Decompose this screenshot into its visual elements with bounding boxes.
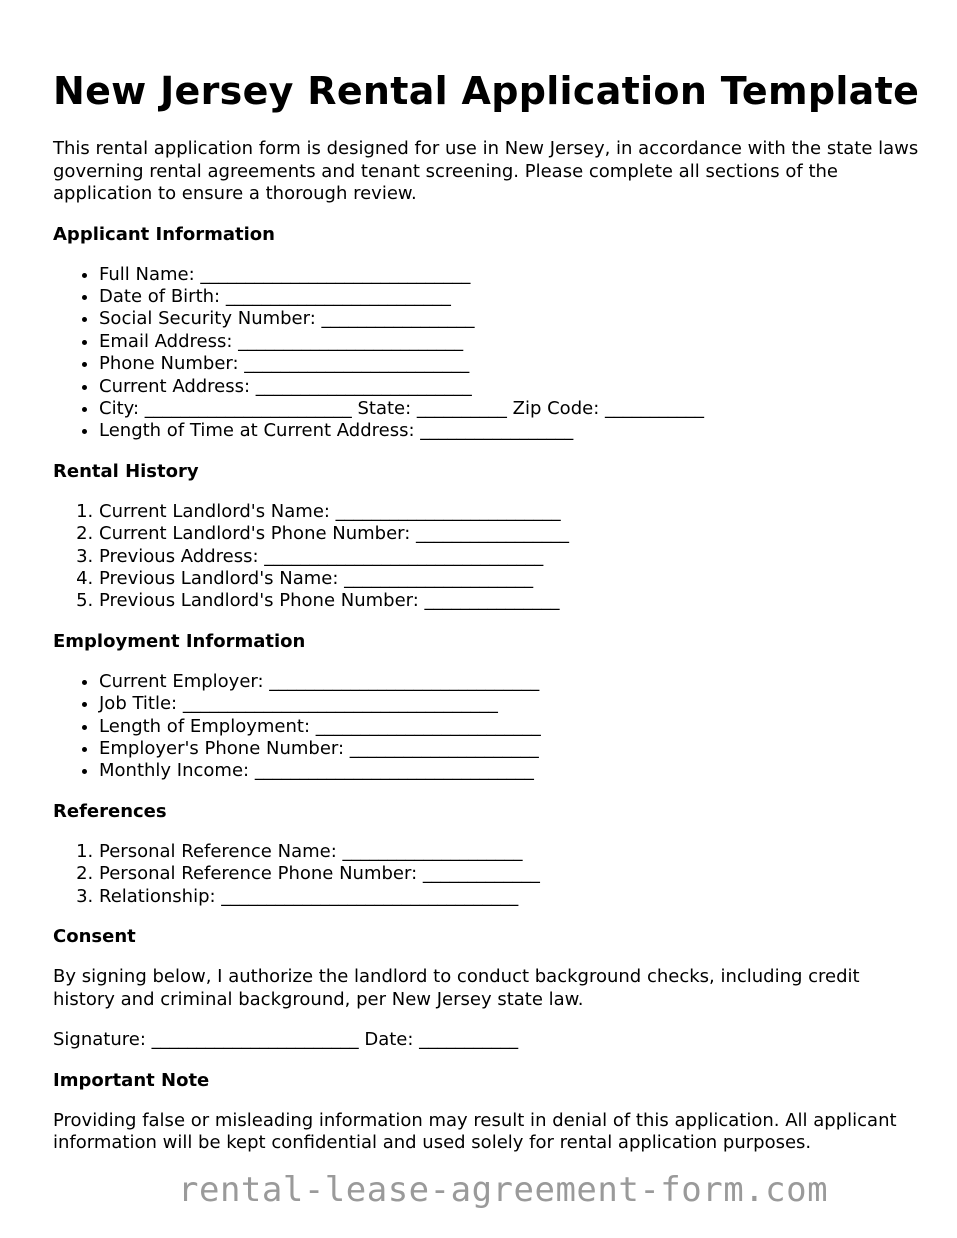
field-ssn: • Social Security Number: _________________	[99, 308, 923, 330]
field-relationship: 3. Relationship: _________________________________	[99, 886, 923, 908]
references-heading: References	[53, 800, 167, 822]
field-length-at-address: • Length of Time at Current Address: _________________	[99, 420, 923, 442]
field-monthly-income: • Monthly Income: _______________________________	[99, 760, 923, 782]
field-length-of-employment: • Length of Employment: _________________________	[99, 716, 923, 738]
field-previous-address: 3. Previous Address: _______________________________	[99, 546, 923, 568]
field-email: • Email Address: _________________________	[99, 331, 923, 353]
document	[53, 66, 923, 1173]
field-reference-phone: 2. Personal Reference Phone Number: _____________	[99, 863, 923, 885]
field-reference-name: 1. Personal Reference Name: ____________________	[99, 841, 923, 863]
field-current-employer: • Current Employer: ______________________________	[99, 671, 923, 693]
rental-history-list	[53, 501, 923, 613]
watermark: rental-lease-agreement-form.com	[178, 1170, 829, 1210]
consent-heading: Consent	[53, 926, 136, 948]
note-heading: Important Note	[53, 1069, 210, 1091]
field-employer-phone: • Employer's Phone Number: _____________________	[99, 738, 923, 760]
references-list	[53, 841, 923, 908]
field-previous-landlord-phone: 5. Previous Landlord's Phone Number: _______________	[99, 590, 923, 612]
note-text: Providing false or misleading information may result in denial of this application. All applicant information will be kept confidential and used solely for rental application purposes.	[53, 1109, 897, 1154]
field-full-name: • Full Name: ______________________________	[99, 264, 923, 286]
field-current-address: • Current Address: ________________________	[99, 376, 923, 398]
consent-text: By signing below, I authorize the landlord to conduct background checks, including credit history and criminal background, per New Jersey state law.	[53, 966, 860, 1010]
field-current-landlord-phone: 2. Current Landlord's Phone Number: _________________	[99, 523, 923, 545]
field-current-landlord-name: 1. Current Landlord's Name: _________________________	[99, 501, 923, 523]
page-title: New Jersey Rental Application Template	[53, 69, 920, 113]
signature-line: Signature: _______________________ Date: ___________	[53, 1029, 519, 1051]
applicant-heading: Applicant Information	[53, 223, 275, 245]
rental-history-heading: Rental History	[53, 460, 199, 482]
field-job-title: • Job Title: ___________________________________	[99, 693, 923, 715]
field-previous-landlord-name: 4. Previous Landlord's Name: _____________________	[99, 568, 923, 590]
field-city-state-zip: • City: _______________________ State: __________ Zip Code: ___________	[99, 398, 923, 420]
field-phone: • Phone Number: _________________________	[99, 353, 923, 375]
applicant-list	[53, 264, 923, 443]
field-date-of-birth: • Date of Birth: _________________________	[99, 286, 923, 308]
intro-paragraph: This rental application form is designed for use in New Jersey, in accordance with the state laws governing rental agreements and tenant screening. Please complete all sections of the application to ensure a thorough review.	[53, 138, 919, 204]
employment-heading: Employment Information	[53, 630, 306, 652]
employment-list	[53, 671, 923, 783]
